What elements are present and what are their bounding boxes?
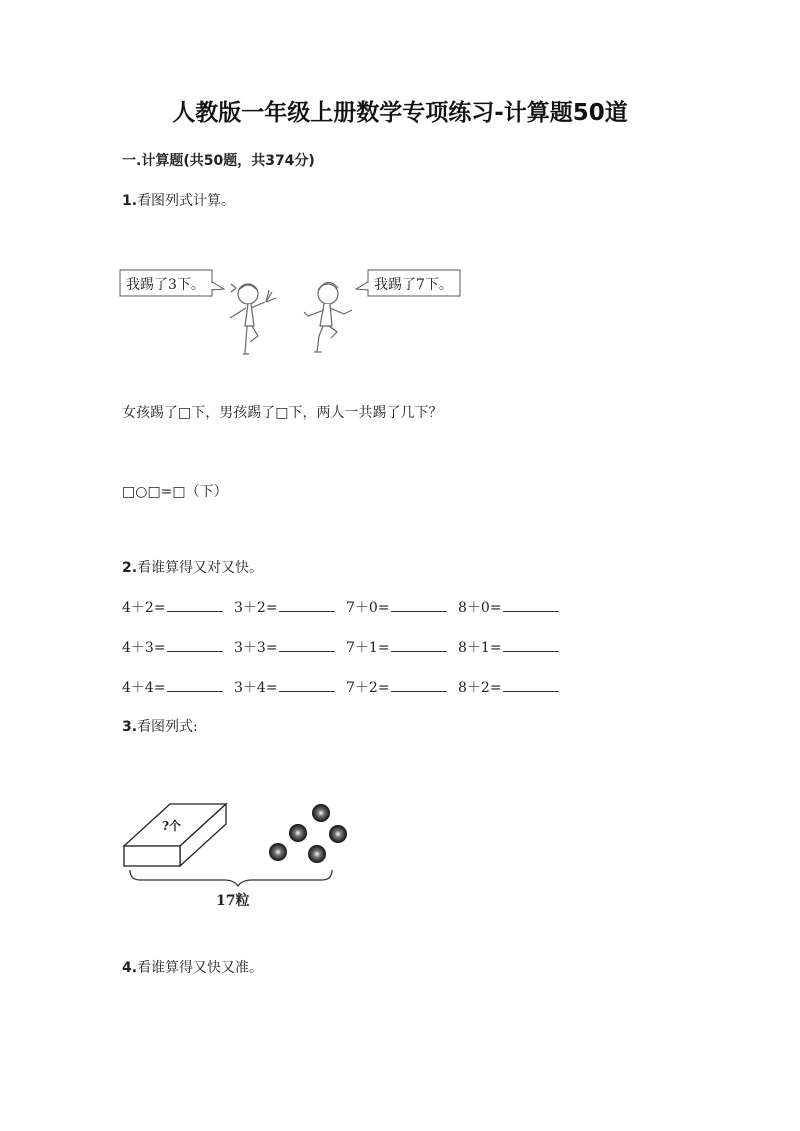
- arithmetic-row: [122, 637, 570, 657]
- girl-bubble-text: 我踢了3下。: [126, 277, 205, 293]
- candy-box-illustration: [118, 798, 358, 913]
- answer-blank[interactable]: [503, 679, 559, 692]
- arithmetic-item: [458, 637, 570, 657]
- answer-blank[interactable]: [279, 639, 335, 652]
- answer-blank[interactable]: [391, 639, 447, 652]
- arithmetic-item: [458, 677, 570, 697]
- expression: 8＋1=: [458, 640, 502, 656]
- arithmetic-row: [122, 597, 570, 617]
- box-label: ?个: [162, 819, 182, 833]
- total-brace: [130, 870, 332, 886]
- page-title: 人教版一年级上册数学专项练习-计算题50道: [172, 100, 628, 126]
- boy-speech-bubble: [356, 270, 460, 296]
- expression: 7＋1=: [346, 640, 390, 656]
- boy-figure: [304, 282, 352, 352]
- expression: 4＋3=: [122, 640, 166, 656]
- question-prompt: 看图列式计算。: [137, 193, 236, 209]
- arithmetic-item: [234, 597, 346, 617]
- question-prompt: 看谁算得又快又准。: [137, 960, 264, 976]
- expression: 3＋3=: [234, 640, 278, 656]
- arithmetic-row: [122, 677, 570, 697]
- section-heading: 一.计算题(共50题，共374分): [122, 153, 315, 169]
- question-prompt: 看谁算得又对又快。: [137, 560, 264, 576]
- candy-ball: [289, 824, 307, 842]
- question-number: 3.: [122, 719, 138, 735]
- arithmetic-item: [122, 597, 234, 617]
- arithmetic-item: [346, 597, 458, 617]
- answer-blank[interactable]: [503, 639, 559, 652]
- question-number: 4.: [122, 960, 138, 976]
- expression: 8＋0=: [458, 600, 502, 616]
- question-1: [122, 190, 235, 210]
- candy-ball: [312, 804, 330, 822]
- q1-formula: □○□=□（下）: [122, 484, 228, 500]
- answer-blank[interactable]: [167, 599, 223, 612]
- arithmetic-item: [346, 677, 458, 697]
- expression: 7＋2=: [346, 680, 390, 696]
- answer-blank[interactable]: [279, 599, 335, 612]
- girl-figure: [230, 284, 276, 354]
- arithmetic-item: [122, 677, 234, 697]
- girl-speech-bubble: [120, 270, 224, 296]
- answer-blank[interactable]: [279, 679, 335, 692]
- question-prompt: 看图列式:: [137, 719, 198, 735]
- total-label: 17粒: [216, 893, 250, 909]
- q1-question-text: 女孩踢了□下，男孩踢了□下，两人一共踢了几下？: [122, 405, 443, 421]
- candy-ball: [329, 825, 347, 843]
- answer-blank[interactable]: [391, 599, 447, 612]
- expression: 8＋2=: [458, 680, 502, 696]
- candy-ball: [269, 843, 287, 861]
- question-3: [122, 716, 198, 736]
- boy-bubble-text: 我踢了7下。: [374, 277, 453, 293]
- answer-blank[interactable]: [167, 679, 223, 692]
- expression: 4＋4=: [122, 680, 166, 696]
- candy-balls: [269, 804, 347, 863]
- question-2: [122, 557, 263, 577]
- kicking-illustration: [118, 262, 478, 367]
- arithmetic-item: [346, 637, 458, 657]
- arithmetic-item: [458, 597, 570, 617]
- expression: 7＋0=: [346, 600, 390, 616]
- answer-blank[interactable]: [391, 679, 447, 692]
- question-number: 1.: [122, 193, 138, 209]
- arithmetic-item: [234, 677, 346, 697]
- arithmetic-item: [122, 637, 234, 657]
- expression: 3＋2=: [234, 600, 278, 616]
- question-number: 2.: [122, 560, 138, 576]
- box-shape: [124, 804, 226, 866]
- expression: 4＋2=: [122, 600, 166, 616]
- candy-ball: [308, 845, 326, 863]
- answer-blank[interactable]: [503, 599, 559, 612]
- question-4: [122, 957, 263, 977]
- answer-blank[interactable]: [167, 639, 223, 652]
- arithmetic-item: [234, 637, 346, 657]
- expression: 3＋4=: [234, 680, 278, 696]
